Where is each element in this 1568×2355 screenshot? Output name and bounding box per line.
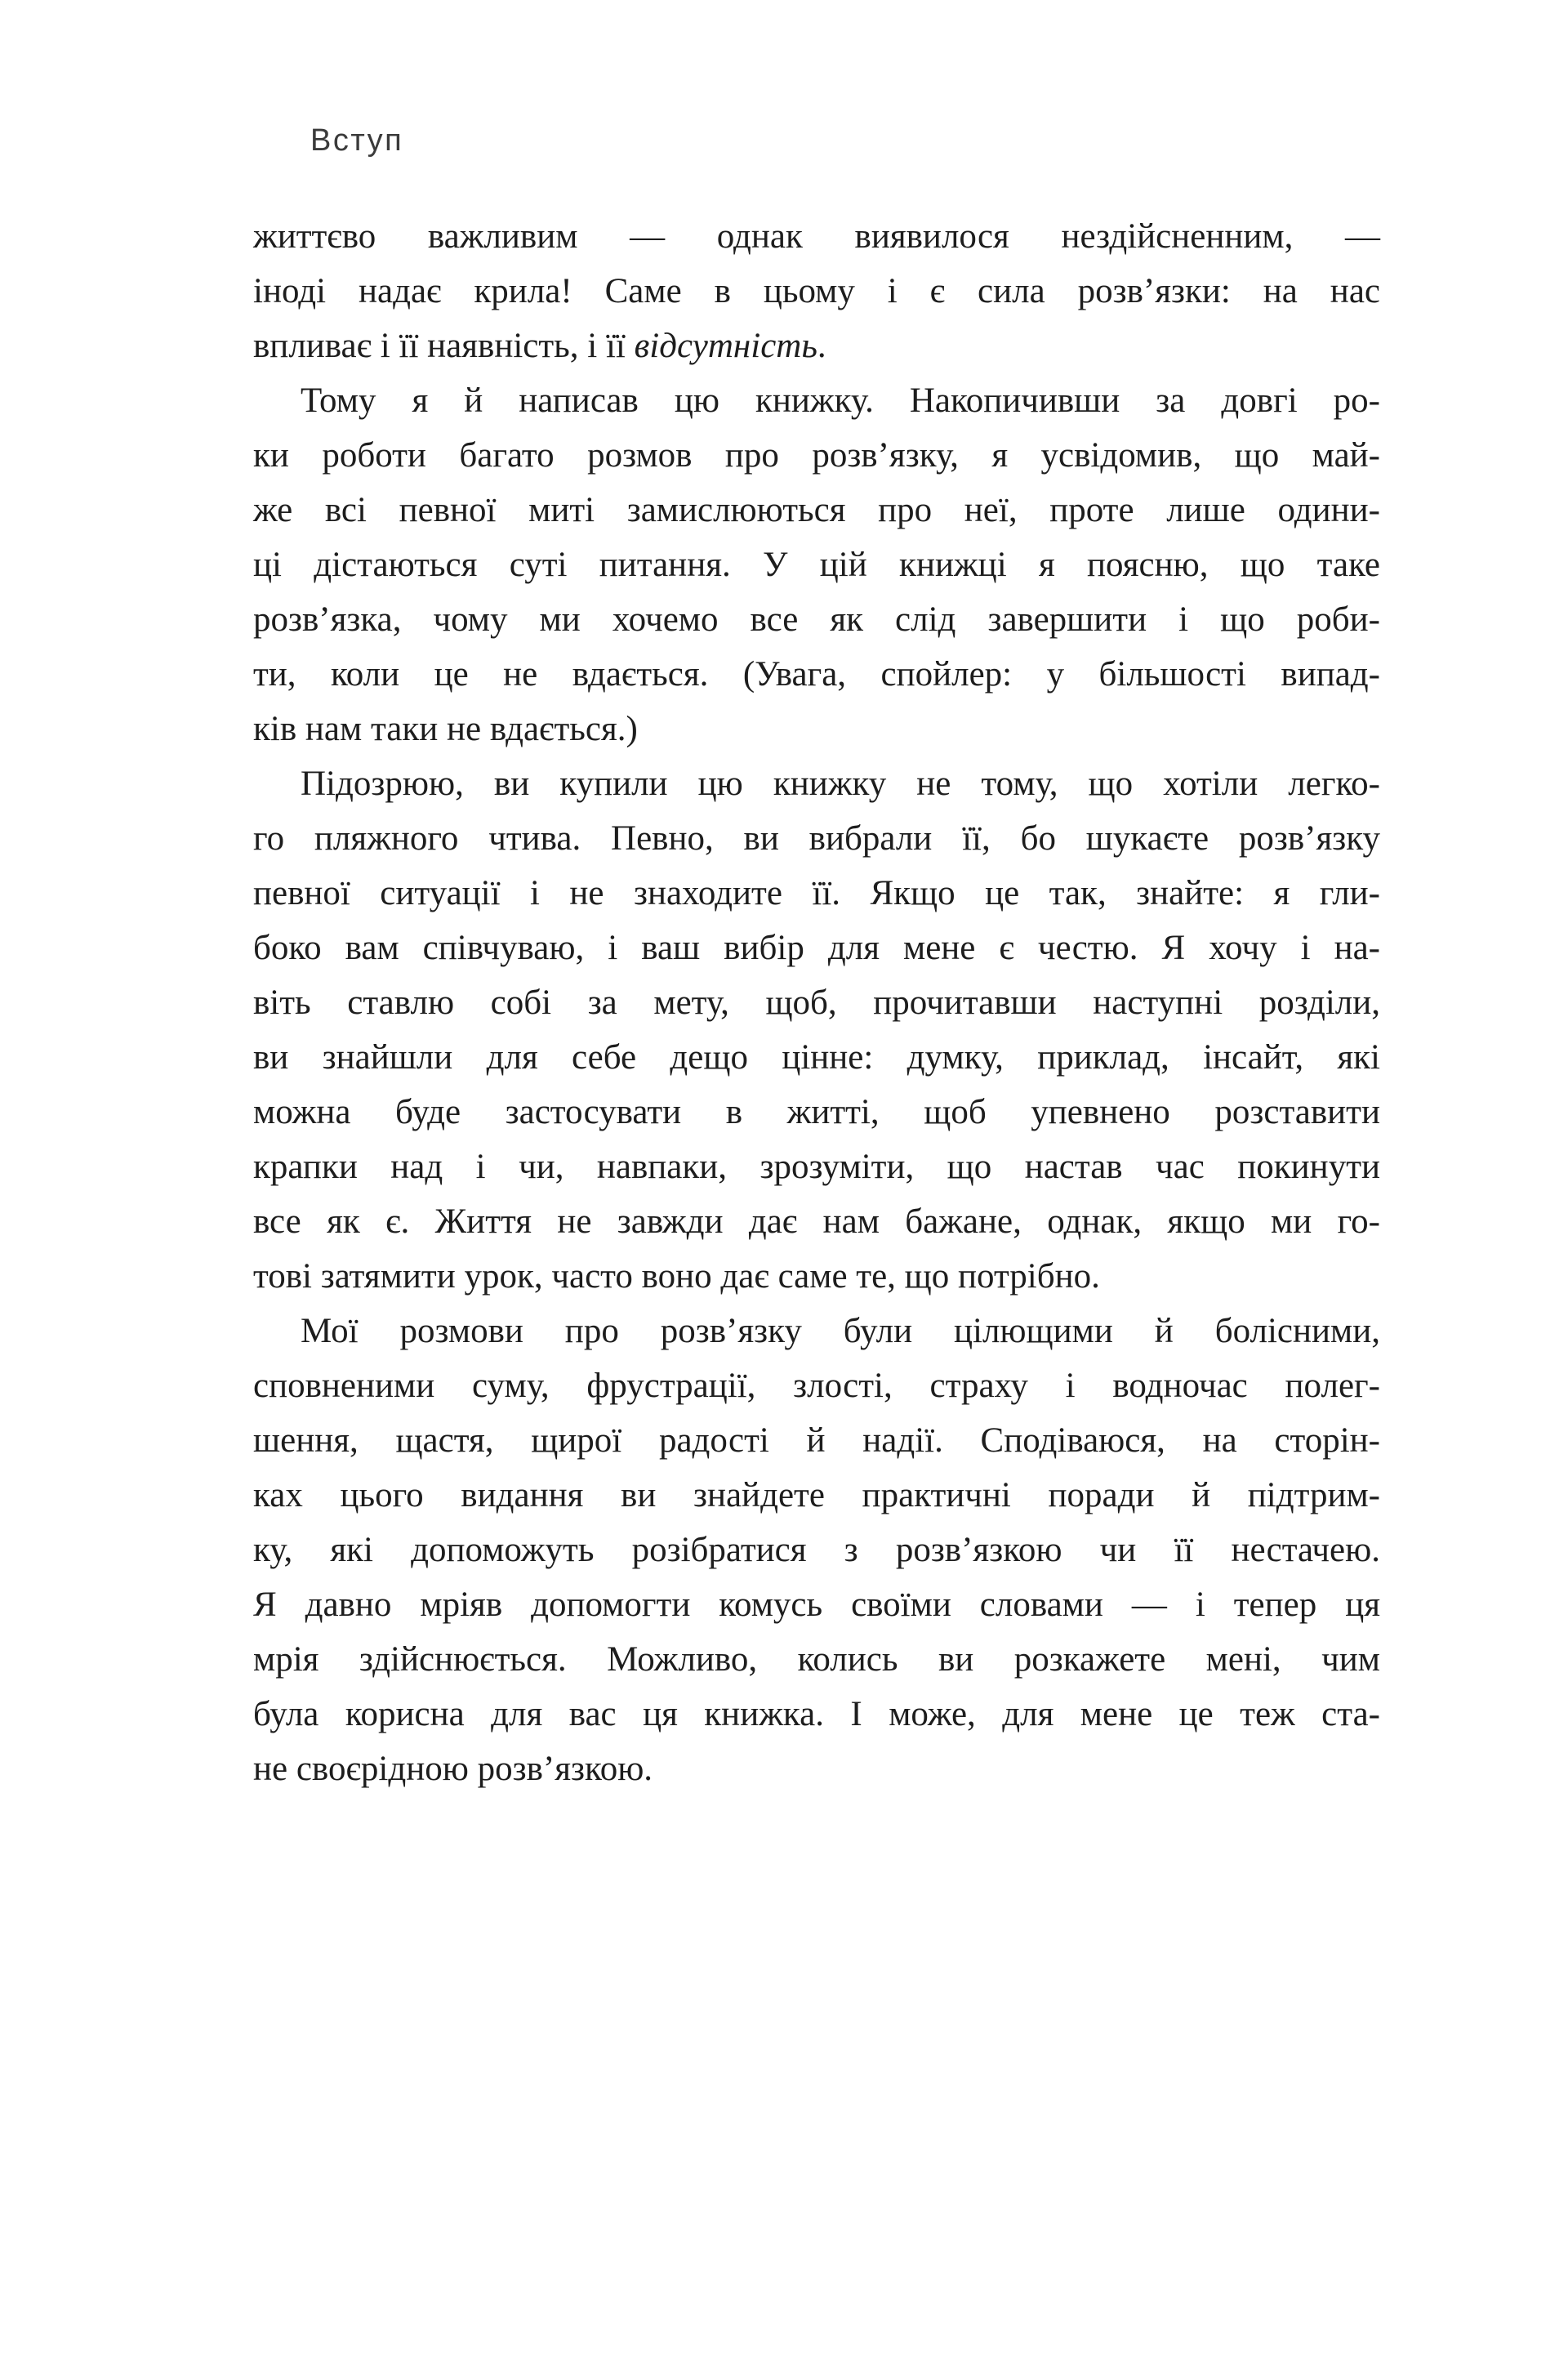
running-head: Вступ	[310, 123, 404, 158]
text-line: Тому я й написав цю книжку. Накопичивши за довгі ро-	[301, 381, 1380, 420]
paragraph	[253, 1304, 1380, 1796]
text-line: можна буде застосувати в житті, щоб упевнено розставити	[253, 1093, 1380, 1131]
text-line: віть ставлю собі за мету, щоб, прочитавши наступні розділи,	[253, 983, 1380, 1022]
text-line: ків нам таки не вдається.)	[253, 710, 638, 748]
text-line: ви знайшли для себе дещо цінне: думку, приклад, інсайт, які	[253, 1038, 1380, 1077]
text-line: Підозрюю, ви купили цю книжку не тому, що хотіли легко-	[301, 765, 1380, 803]
text-line: ках цього видання ви знайдете практичні поради й підтрим-	[253, 1476, 1380, 1514]
text-line: не своєрідною розв’язкою.	[253, 1750, 653, 1788]
text-line: ти, коли це не вдається. (Увага, спойлер: у більшості випад-	[253, 655, 1380, 694]
text-line: же всі певної миті замислюються про неї, проте лише одини-	[253, 491, 1380, 529]
text-line: ки роботи багато розмов про розв’язку, я усвідомив, що май-	[253, 436, 1380, 475]
text-line	[253, 319, 1380, 373]
paragraph	[253, 209, 1380, 373]
text-line: мрія здійснюється. Можливо, колись ви розкажете мені, чим	[253, 1640, 1380, 1679]
text-line: Мої розмови про розв’язку були цілющими й болісними,	[301, 1312, 1380, 1350]
text-line: все як є. Життя не завжди дає нам бажане, однак, якщо ми го-	[253, 1202, 1380, 1241]
paragraph	[253, 756, 1380, 1304]
text-segment: впливає і її наявність, і її	[253, 327, 635, 365]
paragraph	[253, 373, 1380, 756]
body-text	[253, 209, 1380, 1796]
text-line: іноді надає крила! Саме в цьому і є сила розв’язки: на нас	[253, 272, 1380, 310]
text-line: певної ситуації і не знаходите її. Якщо це так, знайте: я гли-	[253, 874, 1380, 912]
italic-text: відсутність	[634, 327, 817, 365]
text-line: ці дістаються суті питання. У цій книжці я поясню, що таке	[253, 546, 1380, 584]
text-line: була корисна для вас ця книжка. І може, для мене це теж ста-	[253, 1695, 1380, 1733]
text-line: го пляжного чтива. Певно, ви вибрали її, бо шукаєте розв’язку	[253, 819, 1380, 858]
text-segment: .	[817, 327, 826, 365]
text-line: життєво важливим — однак виявилося нездійсненним, —	[253, 217, 1380, 256]
text-line: шення, щастя, щирої радості й надії. Сподіваюся, на сторін-	[253, 1421, 1380, 1460]
text-line: сповненими суму, фрустрації, злості, страху і водночас полег-	[253, 1367, 1380, 1405]
text-line: ку, які допоможуть розібратися з розв’язкою чи її нестачею.	[253, 1531, 1380, 1569]
text-line: боко вам співчуваю, і ваш вибір для мене є честю. Я хочу і на-	[253, 929, 1380, 967]
text-line: крапки над і чи, навпаки, зрозуміти, що настав час покинути	[253, 1148, 1380, 1186]
text-line: розв’язка, чому ми хочемо все як слід завершити і що роби-	[253, 600, 1380, 639]
text-line: тові затямити урок, часто воно дає саме те, що потрібно.	[253, 1257, 1100, 1296]
text-line: Я давно мріяв допомогти комусь своїми словами — і тепер ця	[253, 1586, 1380, 1624]
